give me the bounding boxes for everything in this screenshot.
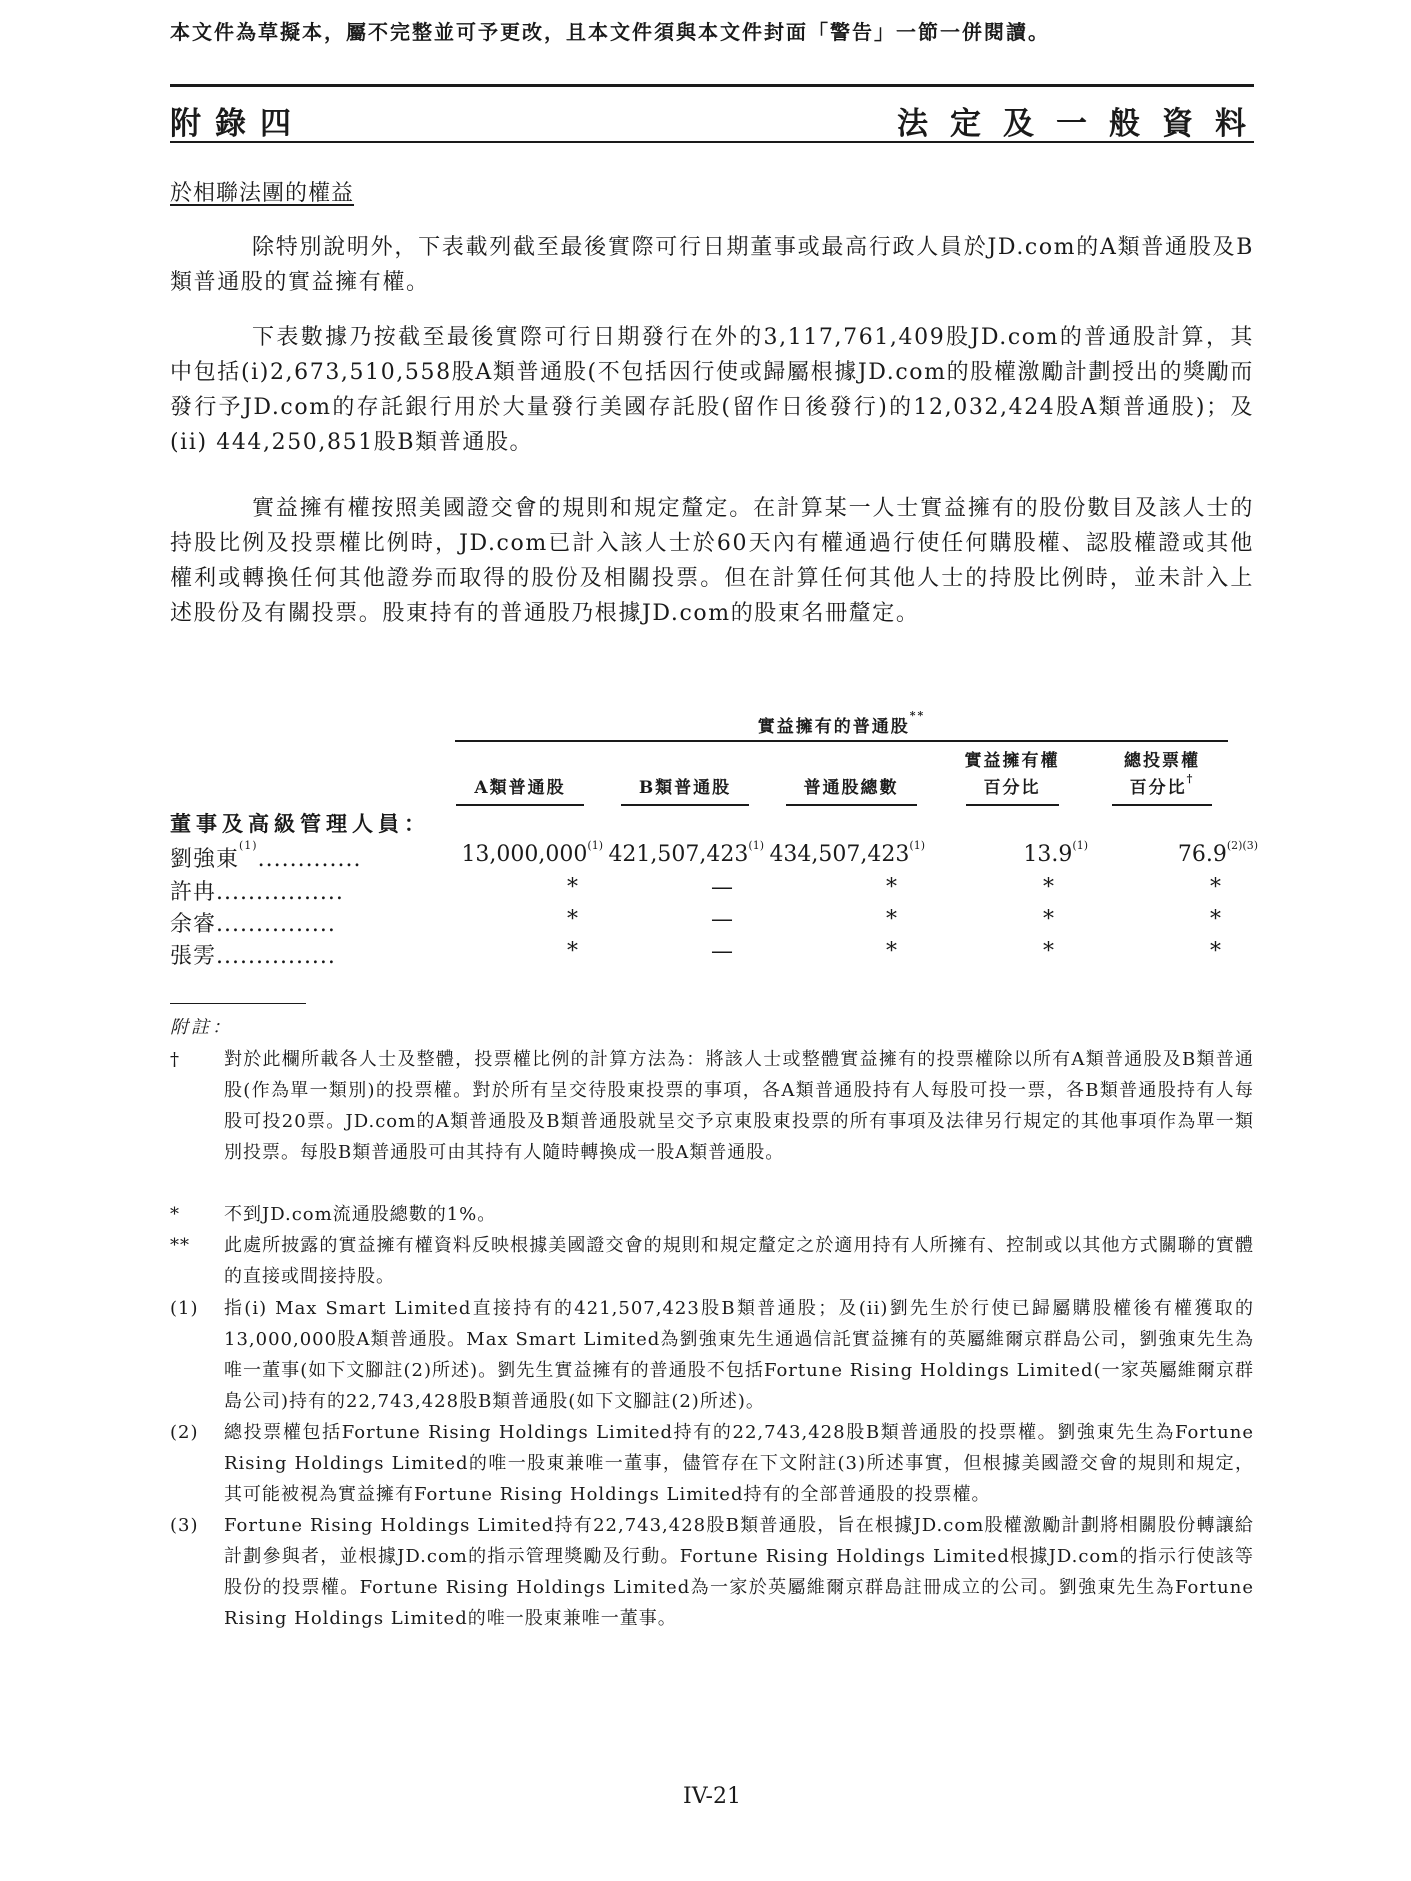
page-header: [170, 98, 1268, 142]
column-header-b-shares: B類普通股: [610, 775, 760, 806]
table-row: 余睿............... * — * * *: [170, 907, 1221, 937]
chapter-title: 法定及一般資料: [897, 106, 1268, 142]
note-3: (3) Fortune Rising Holdings Limited持有22,743,428股B類普通股，旨在根據JD.com股權激勵計劃將相關股份轉讓給計劃參與者，並根據JD.com的指示管理獎勵及行動。Fortune Rising Holdings Limited根據JD.com的指示行使該等股份的投票權。Fortune Rising Holdings Limited為一家於英屬維爾京群島註冊成立的公司。劉強東先生為Fortune Rising Holdings Limited的唯一股東兼唯一董事。: [170, 1515, 1254, 1629]
table-group-header: 實益擁有的普通股**: [757, 709, 926, 737]
table-group-rule: [455, 740, 1228, 742]
header-rule-top: [170, 84, 1254, 87]
note-2: (2) 總投票權包括Fortune Rising Holdings Limited持有的22,743,428股B類普通股的投票權。劉強東先生為Fortune Rising Holdings Limited的唯一股東兼唯一董事，儘管存在下文附註(3)所述事實，但根據美國證交會的規則和規定，其可能被視為實益擁有Fortune Rising Holdings Limited持有的全部普通股的投票權。: [170, 1422, 1254, 1505]
notes-rule: [170, 1003, 306, 1004]
note-1: (1) 指(i) Max Smart Limited直接持有的421,507,423股B類普通股；及(ii)劉先生於行使已歸屬購股權後有權獲取的13,000,000股A類普通股。Max Smart Limited為劉強東先生通過信託實益擁有的英屬維爾京群島公司，劉強東先生為唯一董事(如下文腳註(2)所述)。劉先生實益擁有的普通股不包括Fortune Rising Holdings Limited(一家英屬維爾京群島公司)持有的22,743,428股B類普通股(如下文腳註(2)所述)。: [170, 1298, 1254, 1412]
paragraph-2: 下表數據乃按截至最後實際可行日期發行在外的3,117,761,409股JD.com的普通股計算，其中包括(i)2,673,510,558股A類普通股(不包括因行使或歸屬根據JD.com的股權激勵計劃授出的獎勵而發行予JD.com的存託銀行用於大量發行美國存託股(留作日後發行)的12,032,424股A類普通股)；及(ii) 444,250,851股B類普通股。: [170, 325, 1254, 455]
notes-title: 附註：: [170, 1017, 233, 1038]
page-number: IV-21: [683, 1784, 741, 1809]
paragraph-3: 實益擁有權按照美國證交會的規則和規定釐定。在計算某一人士實益擁有的股份數目及該人士的持股比例及投票權比例時，JD.com已計入該人士於60天內有權通過行使任何購股權、認股權證或其他權利或轉換任何其他證券而取得的股份及相關投票。但在計算任何其他人士的持股比例時，並未計入上述股份及有關投票。股東持有的普通股乃根據JD.com的股東名冊釐定。: [170, 496, 1254, 626]
draft-notice: 本文件為草擬本，屬不完整並可予更改，且本文件須與本文件封面「警告」一節一併閱讀。: [170, 20, 1050, 44]
note-dagger: † 對於此欄所載各人士及整體，投票權比例的計算方法為：將該人士或整體實益擁有的投票權除以所有A類普通股及B類普通股(作為單一類別)的投票權。對於所有呈交待股東投票的事項，各A類普通股持有人每股可投一票，各B類普通股持有人每股可投20票。JD.com的A類普通股及B類普通股就呈交予京東股東投票的所有事項及法律另行規定的其他事項作為單一類別投票。每股B類普通股可由其持有人隨時轉換成一股A類普通股。: [170, 1049, 1254, 1163]
column-header-voting-pct: 總投票權 百分比†: [1092, 748, 1232, 806]
row-group-label: 董事及高級管理人員：: [170, 811, 430, 836]
column-header-total: 普通股總數: [776, 775, 926, 806]
appendix-label: 附錄四: [170, 106, 305, 142]
section-title: 於相聯法團的權益: [170, 181, 355, 206]
header-rule-bottom: [170, 141, 1254, 143]
column-header-ownership-pct: 實益擁有權 百分比: [942, 748, 1082, 806]
table-row: 劉強東$^{(1)}$............. 13,000,000$^{(1)}$ 421,507,423$^{(1)}$ 434,507,423$^{(1)}$ 13.9$^{(1)}$ $76.9^{(2)(3)}$: [170, 839, 1258, 872]
table-row: 張雱............... * — * * *: [170, 939, 1221, 969]
paragraph-1: 除特別說明外，下表載列截至最後實際可行日期董事或最高行政人員於JD.com的A類普通股及B類普通股的實益擁有權。: [170, 235, 1254, 295]
note-double-asterisk: ** 此處所披露的實益擁有權資料反映根據美國證交會的規則和規定釐定之於適用持有人所擁有、控制或以其他方式關聯的實體的直接或間接持股。: [170, 1235, 1254, 1287]
column-header-a-shares: A類普通股: [455, 775, 585, 806]
note-asterisk: * 不到JD.com流通股總數的1%。: [170, 1204, 497, 1225]
table-row: 許冉................ * — * * *: [170, 875, 1221, 905]
